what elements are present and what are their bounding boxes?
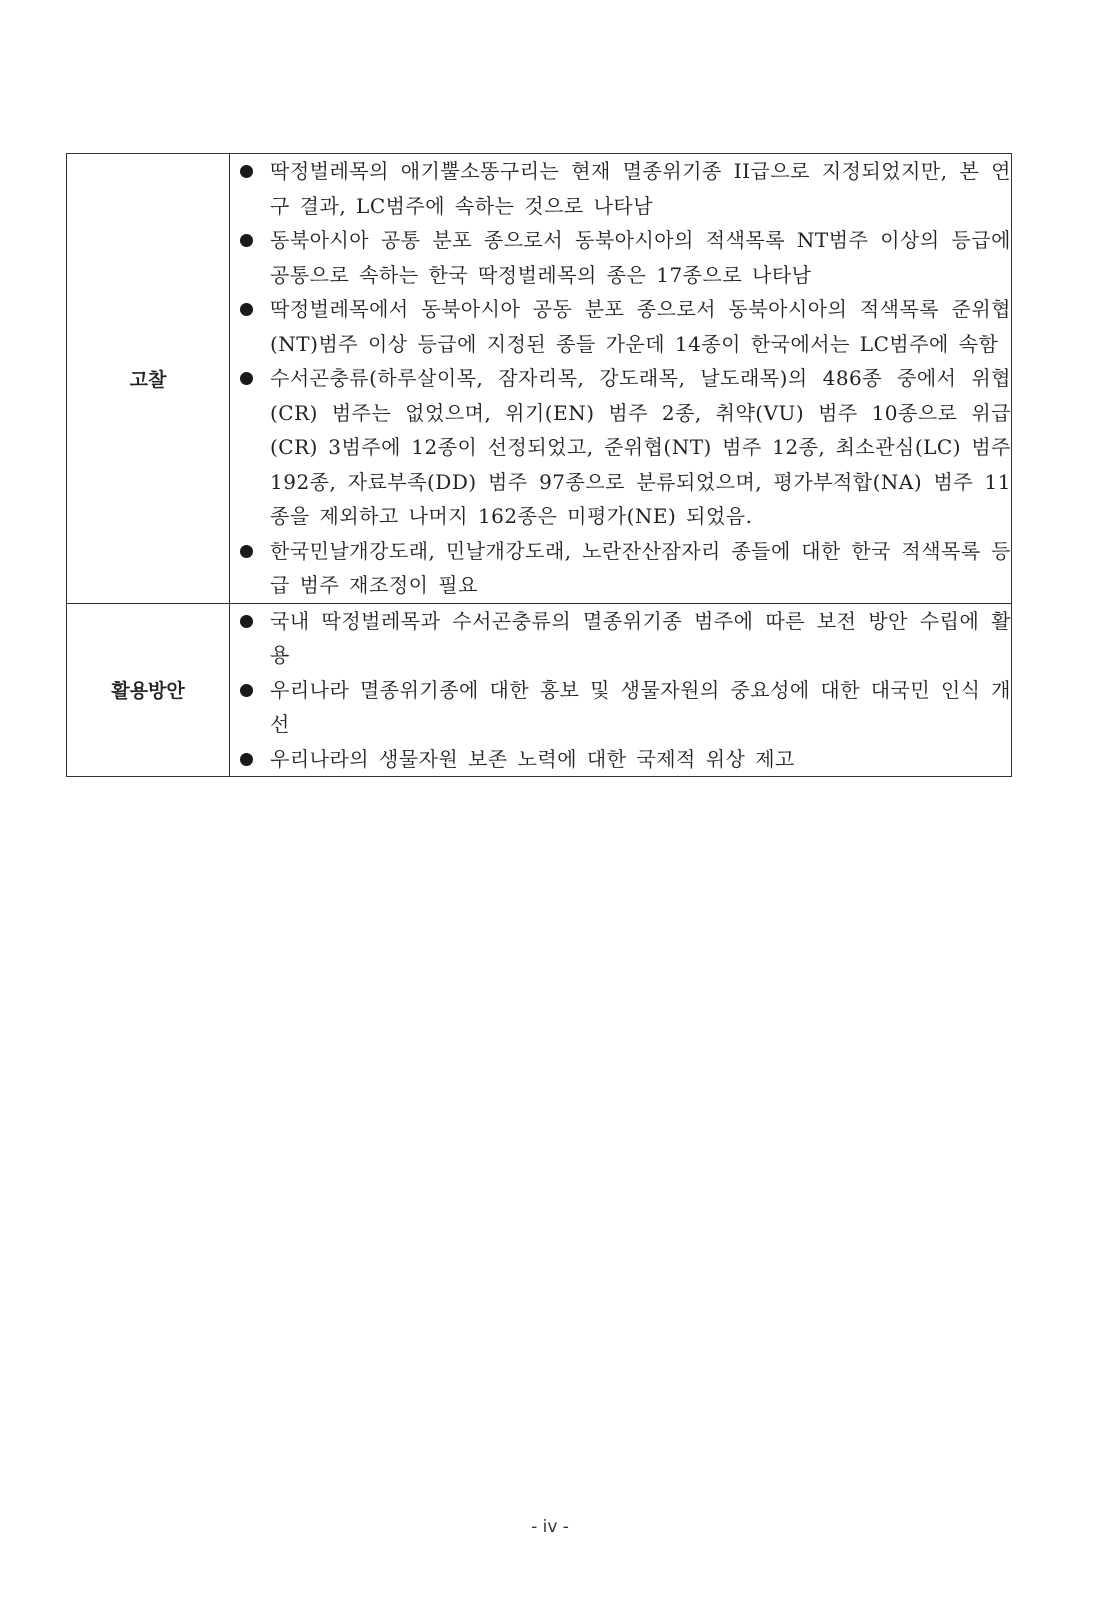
table-row-discussion xyxy=(67,154,1012,604)
row-label: 고찰 xyxy=(67,154,230,604)
row-content xyxy=(230,603,1012,777)
list-item xyxy=(230,742,1011,777)
bullet-icon xyxy=(240,165,253,178)
list-item-text: 딱정벌레목의 애기뿔소똥구리는 현재 멸종위기종 II급으로 지정되었지만, 본 연구 결과, LC범주에 속하는 것으로 나타남 xyxy=(270,159,1011,218)
list-item xyxy=(230,223,1011,292)
list-item xyxy=(230,292,1011,361)
bullet-icon xyxy=(240,372,253,385)
row-label: 활용방안 xyxy=(67,603,230,777)
list-item-text: 동북아시아 공통 분포 종으로서 동북아시아의 적색목록 NT범주 이상의 등급에 공통으로 속하는 한국 딱정벌레목의 종은 17종으로 나타남 xyxy=(270,228,1011,287)
summary-table xyxy=(66,153,1012,777)
bullet-icon xyxy=(240,303,253,316)
list-item xyxy=(230,534,1011,603)
list-item-text: 국내 딱정벌레목과 수서곤충류의 멸종위기종 범주에 따른 보전 방안 수립에 활용 xyxy=(270,608,1011,667)
bullet-icon xyxy=(240,753,253,766)
list-item-text: 딱정벌레목에서 동북아시아 공동 분포 종으로서 동북아시아의 적색목록 준위협(NT)범주 이상 등급에 지정된 종들 가운데 14종이 한국에서는 LC범주에 속함 xyxy=(270,297,1011,356)
bullet-icon xyxy=(240,615,253,628)
bullet-icon xyxy=(240,234,253,247)
list-item-text: 수서곤충류(하루살이목, 잠자리목, 강도래목, 날도래목)의 486종 중에서 위협(CR) 범주는 없었으며, 위기(EN) 범주 2종, 취약(VU) 범주 10종으로 위급(CR) 3범주에 12종이 선정되었고, 준위협(NT) 범주 12종, 최소관심(LC) 범주 192종, 자료부족(DD) 범주 97종으로 분류되었으며, 평가부적합(NA) 범주 11종을 제외하고 나머지 162종은 미평가(NE) 되었음. xyxy=(270,366,1011,528)
bullet-list xyxy=(230,154,1011,603)
row-content xyxy=(230,154,1012,604)
list-item xyxy=(230,361,1011,534)
bullet-icon xyxy=(240,684,253,697)
list-item xyxy=(230,154,1011,223)
bullet-list xyxy=(230,604,1011,777)
list-item-text: 우리나라의 생물자원 보존 노력에 대한 국제적 위상 제고 xyxy=(270,746,795,771)
page-number: - iv - xyxy=(531,1517,569,1537)
bullet-icon xyxy=(240,545,253,558)
list-item xyxy=(230,604,1011,673)
table-row-application xyxy=(67,603,1012,777)
list-item-text: 한국민날개강도래, 민날개강도래, 노란잔산잠자리 종들에 대한 한국 적색목록 등급 범주 재조정이 필요 xyxy=(270,538,1011,597)
list-item-text: 우리나라 멸종위기종에 대한 홍보 및 생물자원의 중요성에 대한 대국민 인식 개선 xyxy=(270,677,1011,736)
list-item xyxy=(230,673,1011,742)
